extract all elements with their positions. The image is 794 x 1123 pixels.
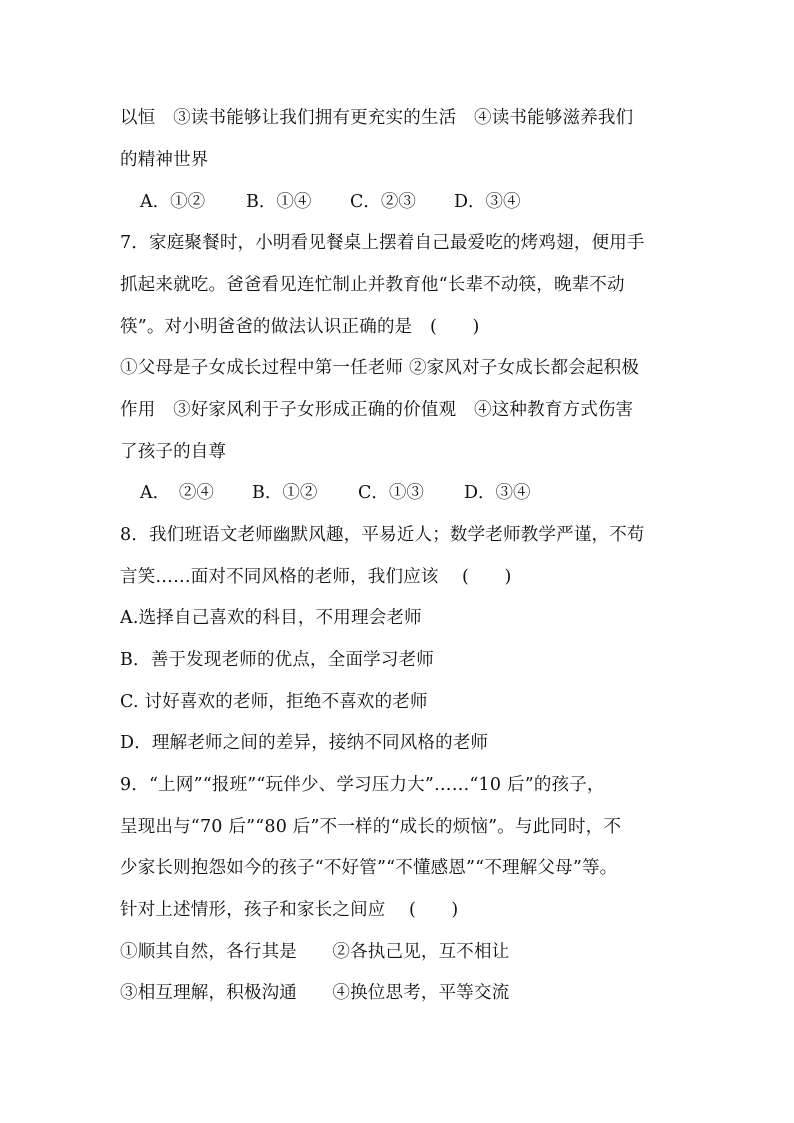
q6-option-a: A．①② [140, 192, 206, 212]
q6-option-d: D．③④ [454, 192, 521, 212]
q7-text-line-5: 作用 ③好家风利于子女形成正确的价值观 ④这种教育方式伤害 [120, 400, 634, 420]
q7-text-line-6: 了孩子的自尊 [120, 442, 227, 462]
q7-option-d: D．③④ [464, 483, 531, 503]
q8-option-d: D．理解老师之间的差异，接纳不同风格的老师 [120, 733, 489, 753]
q8-text-line-1: 8．我们班语文老师幽默风趣，平易近人；数学老师教学严谨，不苟 [120, 525, 645, 545]
q7-options [140, 481, 531, 505]
q6-option-b: B．①④ [246, 192, 312, 212]
q9-text-line-4: 针对上述情形，孩子和家长之间应 ( ) [120, 900, 459, 920]
q8-option-a: A.选择自己喜欢的科目，不用理会老师 [120, 608, 422, 628]
q9-text-line-2: 呈现出与“70 后”“80 后”不一样的“成长的烦恼”。与此同时，不 [120, 817, 622, 837]
q7-option-a: A． ②④ [140, 483, 214, 503]
q6-options [140, 190, 521, 214]
q7-option-b: B．①② [252, 483, 318, 503]
q9-text-line-3: 少家长则抱怨如今的孩子“不好管”“不懂感恩”“不理解父母”等。 [120, 858, 618, 878]
q9-choice-line-2: ③相互理解，积极沟通 ④换位思考，平等交流 [120, 983, 510, 1003]
q7-option-c: C．①③ [358, 483, 424, 503]
q8-option-c: C. 讨好喜欢的老师，拒绝不喜欢的老师 [120, 692, 428, 712]
q9-choice-line-1: ①顺其自然，各行其是 ②各执己见，互不相让 [120, 942, 510, 962]
q7-text-line-3: 筷”。对小明爸爸的做法认识正确的是 ( ) [120, 317, 480, 337]
q8-text-line-2: 言笑……面对不同风格的老师，我们应该 ( ) [120, 567, 512, 587]
q6-option-c: C．②③ [350, 192, 416, 212]
q7-text-line-1: 7．家庭聚餐时，小明看见餐桌上摆着自己最爱吃的烤鸡翅，便用手 [120, 233, 645, 253]
q6-text-line-1: 以恒 ③读书能够让我们拥有更充实的生活 ④读书能够滋养我们 [120, 108, 634, 128]
q7-text-line-2: 抓起来就吃。爸爸看见连忙制止并教育他“长辈不动筷，晚辈不动 [120, 275, 625, 295]
q9-text-line-1: 9．“上网”“报班”“玩伴少、学习压力大”……“10 后”的孩子， [120, 775, 605, 795]
q8-option-b: B．善于发现老师的优点，全面学习老师 [120, 650, 434, 670]
q6-text-line-2: 的精神世界 [120, 150, 209, 170]
q7-text-line-4: ①父母是子女成长过程中第一任老师 ②家风对子女成长都会起积极 [120, 358, 640, 378]
